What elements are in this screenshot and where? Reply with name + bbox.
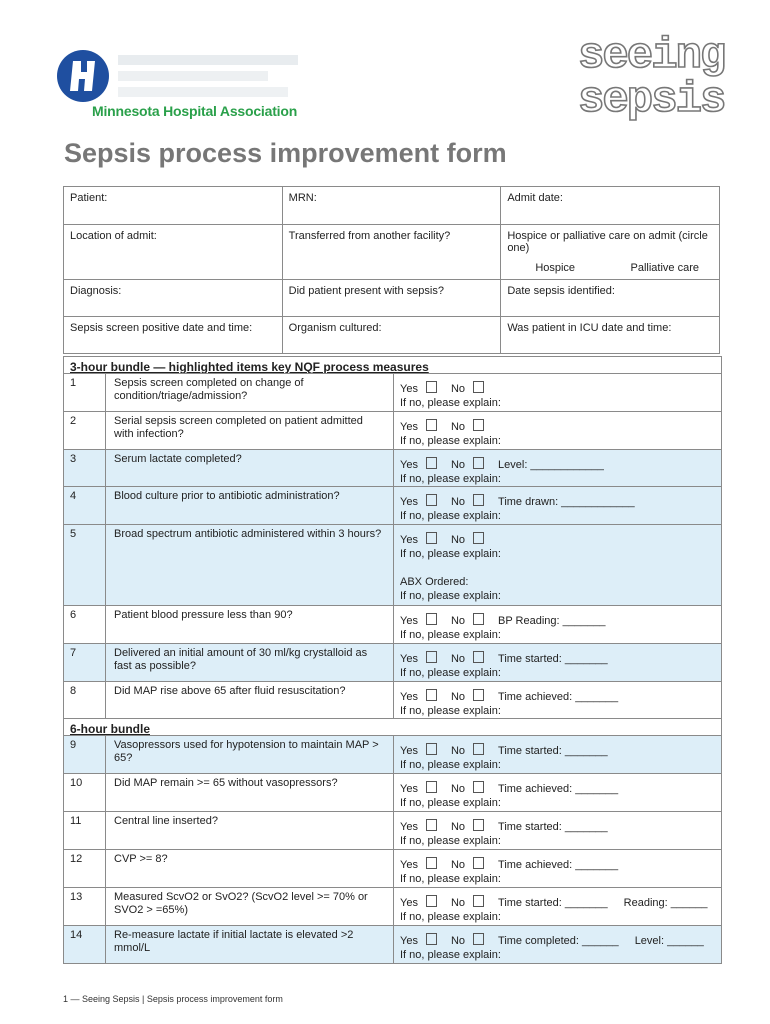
yes-label: Yes [400,653,418,665]
yes-checkbox[interactable] [426,419,437,431]
yes-label: Yes [400,421,418,433]
yes-label: Yes [400,534,418,546]
row-response [394,736,721,773]
explain-label[interactable]: If no, please explain: [400,590,501,602]
hospice-option[interactable]: Hospice [535,262,576,274]
yes-label: Yes [400,859,418,871]
location-field[interactable]: Location of admit: [64,225,283,280]
no-label: No [450,653,466,665]
row-extra-field[interactable]: Time started: _______ [498,653,608,665]
explain-label[interactable]: If no, please explain: [400,705,501,717]
explain-label[interactable]: If no, please explain: [400,510,501,522]
no-checkbox[interactable] [473,743,484,755]
no-label: No [450,534,466,546]
row-extra-field[interactable]: BP Reading: _______ [498,615,606,627]
row-question: CVP >= 8? [106,850,394,887]
row-number: 12 [64,850,106,887]
yes-label: Yes [400,496,418,508]
table-row [64,412,721,450]
row-question: Delivered an initial amount of 30 ml/kg crystalloid as fast as possible? [106,644,394,681]
row-response [394,926,721,963]
row-response [394,606,721,643]
table-row [64,888,721,926]
table-row [64,812,721,850]
yes-checkbox[interactable] [426,613,437,625]
explain-label[interactable]: If no, please explain: [400,835,501,847]
no-label: No [450,691,466,703]
yes-label: Yes [400,783,418,795]
seeing-sepsis-logo [578,31,725,134]
patient-field[interactable]: Patient: [64,187,283,225]
row-question: Vasopressors used for hypotension to maintain MAP > 65? [106,736,394,773]
table-row [64,774,721,812]
row-question: Did MAP remain >= 65 without vasopressors? [106,774,394,811]
row-number: 11 [64,812,106,849]
explain-label[interactable]: If no, please explain: [400,797,501,809]
no-checkbox[interactable] [473,857,484,869]
explain-label[interactable]: If no, please explain: [400,397,501,409]
row-number: 2 [64,412,106,449]
row-question: Serum lactate completed? [106,450,394,486]
row-response [394,888,721,925]
row-question: Serial sepsis screen completed on patient admitted with infection? [106,412,394,449]
no-label: No [450,459,466,471]
no-label: No [450,615,466,627]
row-extra-field[interactable]: Time achieved: _______ [498,859,619,871]
no-checkbox[interactable] [473,689,484,701]
row-number: 8 [64,682,106,718]
table-row [64,644,721,682]
row-response [394,374,721,411]
yes-label: Yes [400,821,418,833]
no-label: No [450,821,466,833]
row-question: Measured ScvO2 or SvO2? (ScvO2 level >= 70% or SVO2 > =65%) [106,888,394,925]
table-row [64,682,721,719]
row-number: 6 [64,606,106,643]
row-extra-field[interactable]: Time achieved: _______ [498,783,619,795]
row-extra-field-2[interactable]: Reading: ______ [623,897,708,909]
explain-label[interactable]: If no, please explain: [400,629,501,641]
yes-checkbox[interactable] [426,895,437,907]
yes-label: Yes [400,615,418,627]
no-checkbox[interactable] [473,494,484,506]
explain-label[interactable]: If no, please explain: [400,667,501,679]
no-label: No [450,745,466,757]
yes-checkbox[interactable] [426,532,437,544]
brand-seeing: seeing [578,31,725,81]
row-question: Central line inserted? [106,812,394,849]
bundle6-heading: 6-hour bundle [64,719,721,736]
mha-logo [56,45,306,125]
row-response [394,644,721,681]
row-extra-field[interactable]: Time started: _______ [498,821,608,833]
row-number: 7 [64,644,106,681]
table-row [64,525,721,606]
no-checkbox[interactable] [473,651,484,663]
row-extra-field[interactable]: Time completed: ______ [498,935,619,947]
table-row [64,850,721,888]
yes-label: Yes [400,459,418,471]
no-checkbox[interactable] [473,895,484,907]
table-row [64,374,721,412]
row-extra-field-2[interactable]: Level: ______ [634,935,704,947]
present-sepsis-field[interactable]: Did patient present with sepsis? [282,280,501,317]
row-number: 5 [64,525,106,605]
row-response [394,850,721,887]
yes-label: Yes [400,897,418,909]
no-label: No [450,496,466,508]
row-question: Broad spectrum antibiotic administered within 3 hours? [106,525,394,605]
yes-checkbox[interactable] [426,933,437,945]
row-number: 9 [64,736,106,773]
transferred-field[interactable]: Transferred from another facility? [282,225,501,280]
table-row [64,926,721,964]
row-question: Blood culture prior to antibiotic administration? [106,487,394,524]
no-label: No [450,383,466,395]
no-checkbox[interactable] [473,457,484,469]
row-response [394,412,721,449]
row-response [394,682,721,718]
bundle-table [63,356,722,964]
yes-checkbox[interactable] [426,651,437,663]
hospice-field[interactable]: Hospice or palliative care on admit (circle one) Hospice Palliative care [501,225,720,280]
yes-label: Yes [400,383,418,395]
yes-checkbox[interactable] [426,457,437,469]
yes-label: Yes [400,935,418,947]
yes-checkbox[interactable] [426,494,437,506]
no-checkbox[interactable] [473,419,484,431]
explain-label[interactable]: If no, please explain: [400,548,501,560]
explain-label[interactable]: If no, please explain: [400,949,501,961]
row-extra-field[interactable]: Time drawn: ____________ [498,496,635,508]
explain-label[interactable]: If no, please explain: [400,473,501,485]
admit-date-field[interactable]: Admit date: [501,187,720,225]
page-footer: 1 — Seeing Sepsis | Sepsis process improvement form [63,994,283,1004]
no-checkbox[interactable] [473,933,484,945]
row-extra-field[interactable]: Time started: _______ [498,897,608,909]
icu-field[interactable]: Was patient in ICU date and time: [501,317,720,354]
row-number: 13 [64,888,106,925]
row-question: Patient blood pressure less than 90? [106,606,394,643]
row-response [394,450,721,486]
brand-sepsis: sepsis [578,75,725,125]
table-row [64,606,721,644]
no-checkbox[interactable] [473,819,484,831]
yes-checkbox[interactable] [426,857,437,869]
date-identified-field[interactable]: Date sepsis identified: [501,280,720,317]
no-checkbox[interactable] [473,781,484,793]
row-number: 1 [64,374,106,411]
row-number: 14 [64,926,106,963]
row-question: Re-measure lactate if initial lactate is elevated >2 mmol/L [106,926,394,963]
mrn-field[interactable]: MRN: [282,187,501,225]
no-label: No [450,935,466,947]
yes-checkbox[interactable] [426,743,437,755]
row-response [394,525,721,605]
row-extra-field[interactable]: Time achieved: _______ [498,691,619,703]
yes-label: Yes [400,745,418,757]
row-extra-field[interactable]: Level: ____________ [498,459,604,471]
explain-label[interactable]: If no, please explain: [400,435,501,447]
org-name: Minnesota Hospital Association [92,103,298,119]
yes-label: Yes [400,691,418,703]
no-label: No [450,783,466,795]
no-label: No [450,859,466,871]
no-label: No [450,897,466,909]
explain-label[interactable]: If no, please explain: [400,911,501,923]
screen-positive-field[interactable]: Sepsis screen positive date and time: [64,317,283,354]
row-number: 3 [64,450,106,486]
hospital-h-icon [56,49,110,103]
table-row [64,736,721,774]
page-title: Sepsis process improvement form [64,138,507,168]
no-checkbox[interactable] [473,613,484,625]
table-row [64,487,721,525]
yes-checkbox[interactable] [426,381,437,393]
patient-info-table [63,186,720,354]
yes-checkbox[interactable] [426,689,437,701]
row-question: Did MAP rise above 65 after fluid resuscitation? [106,682,394,718]
row-extra-field[interactable]: Time started: _______ [498,745,608,757]
row-note[interactable]: ABX Ordered: [400,576,469,588]
palliative-option[interactable]: Palliative care [630,262,699,274]
row-response [394,487,721,524]
row-response [394,774,721,811]
bundle3-heading: 3-hour bundle — highlighted items key NQF process measures [64,357,721,374]
yes-checkbox[interactable] [426,819,437,831]
no-checkbox[interactable] [473,381,484,393]
table-row [64,450,721,487]
no-checkbox[interactable] [473,532,484,544]
organism-field[interactable]: Organism cultured: [282,317,501,354]
row-number: 10 [64,774,106,811]
diagnosis-field[interactable]: Diagnosis: [64,280,283,317]
row-question: Sepsis screen completed on change of condition/triage/admission? [106,374,394,411]
row-number: 4 [64,487,106,524]
yes-checkbox[interactable] [426,781,437,793]
explain-label[interactable]: If no, please explain: [400,759,501,771]
explain-label[interactable]: If no, please explain: [400,873,501,885]
row-response [394,812,721,849]
no-label: No [450,421,466,433]
